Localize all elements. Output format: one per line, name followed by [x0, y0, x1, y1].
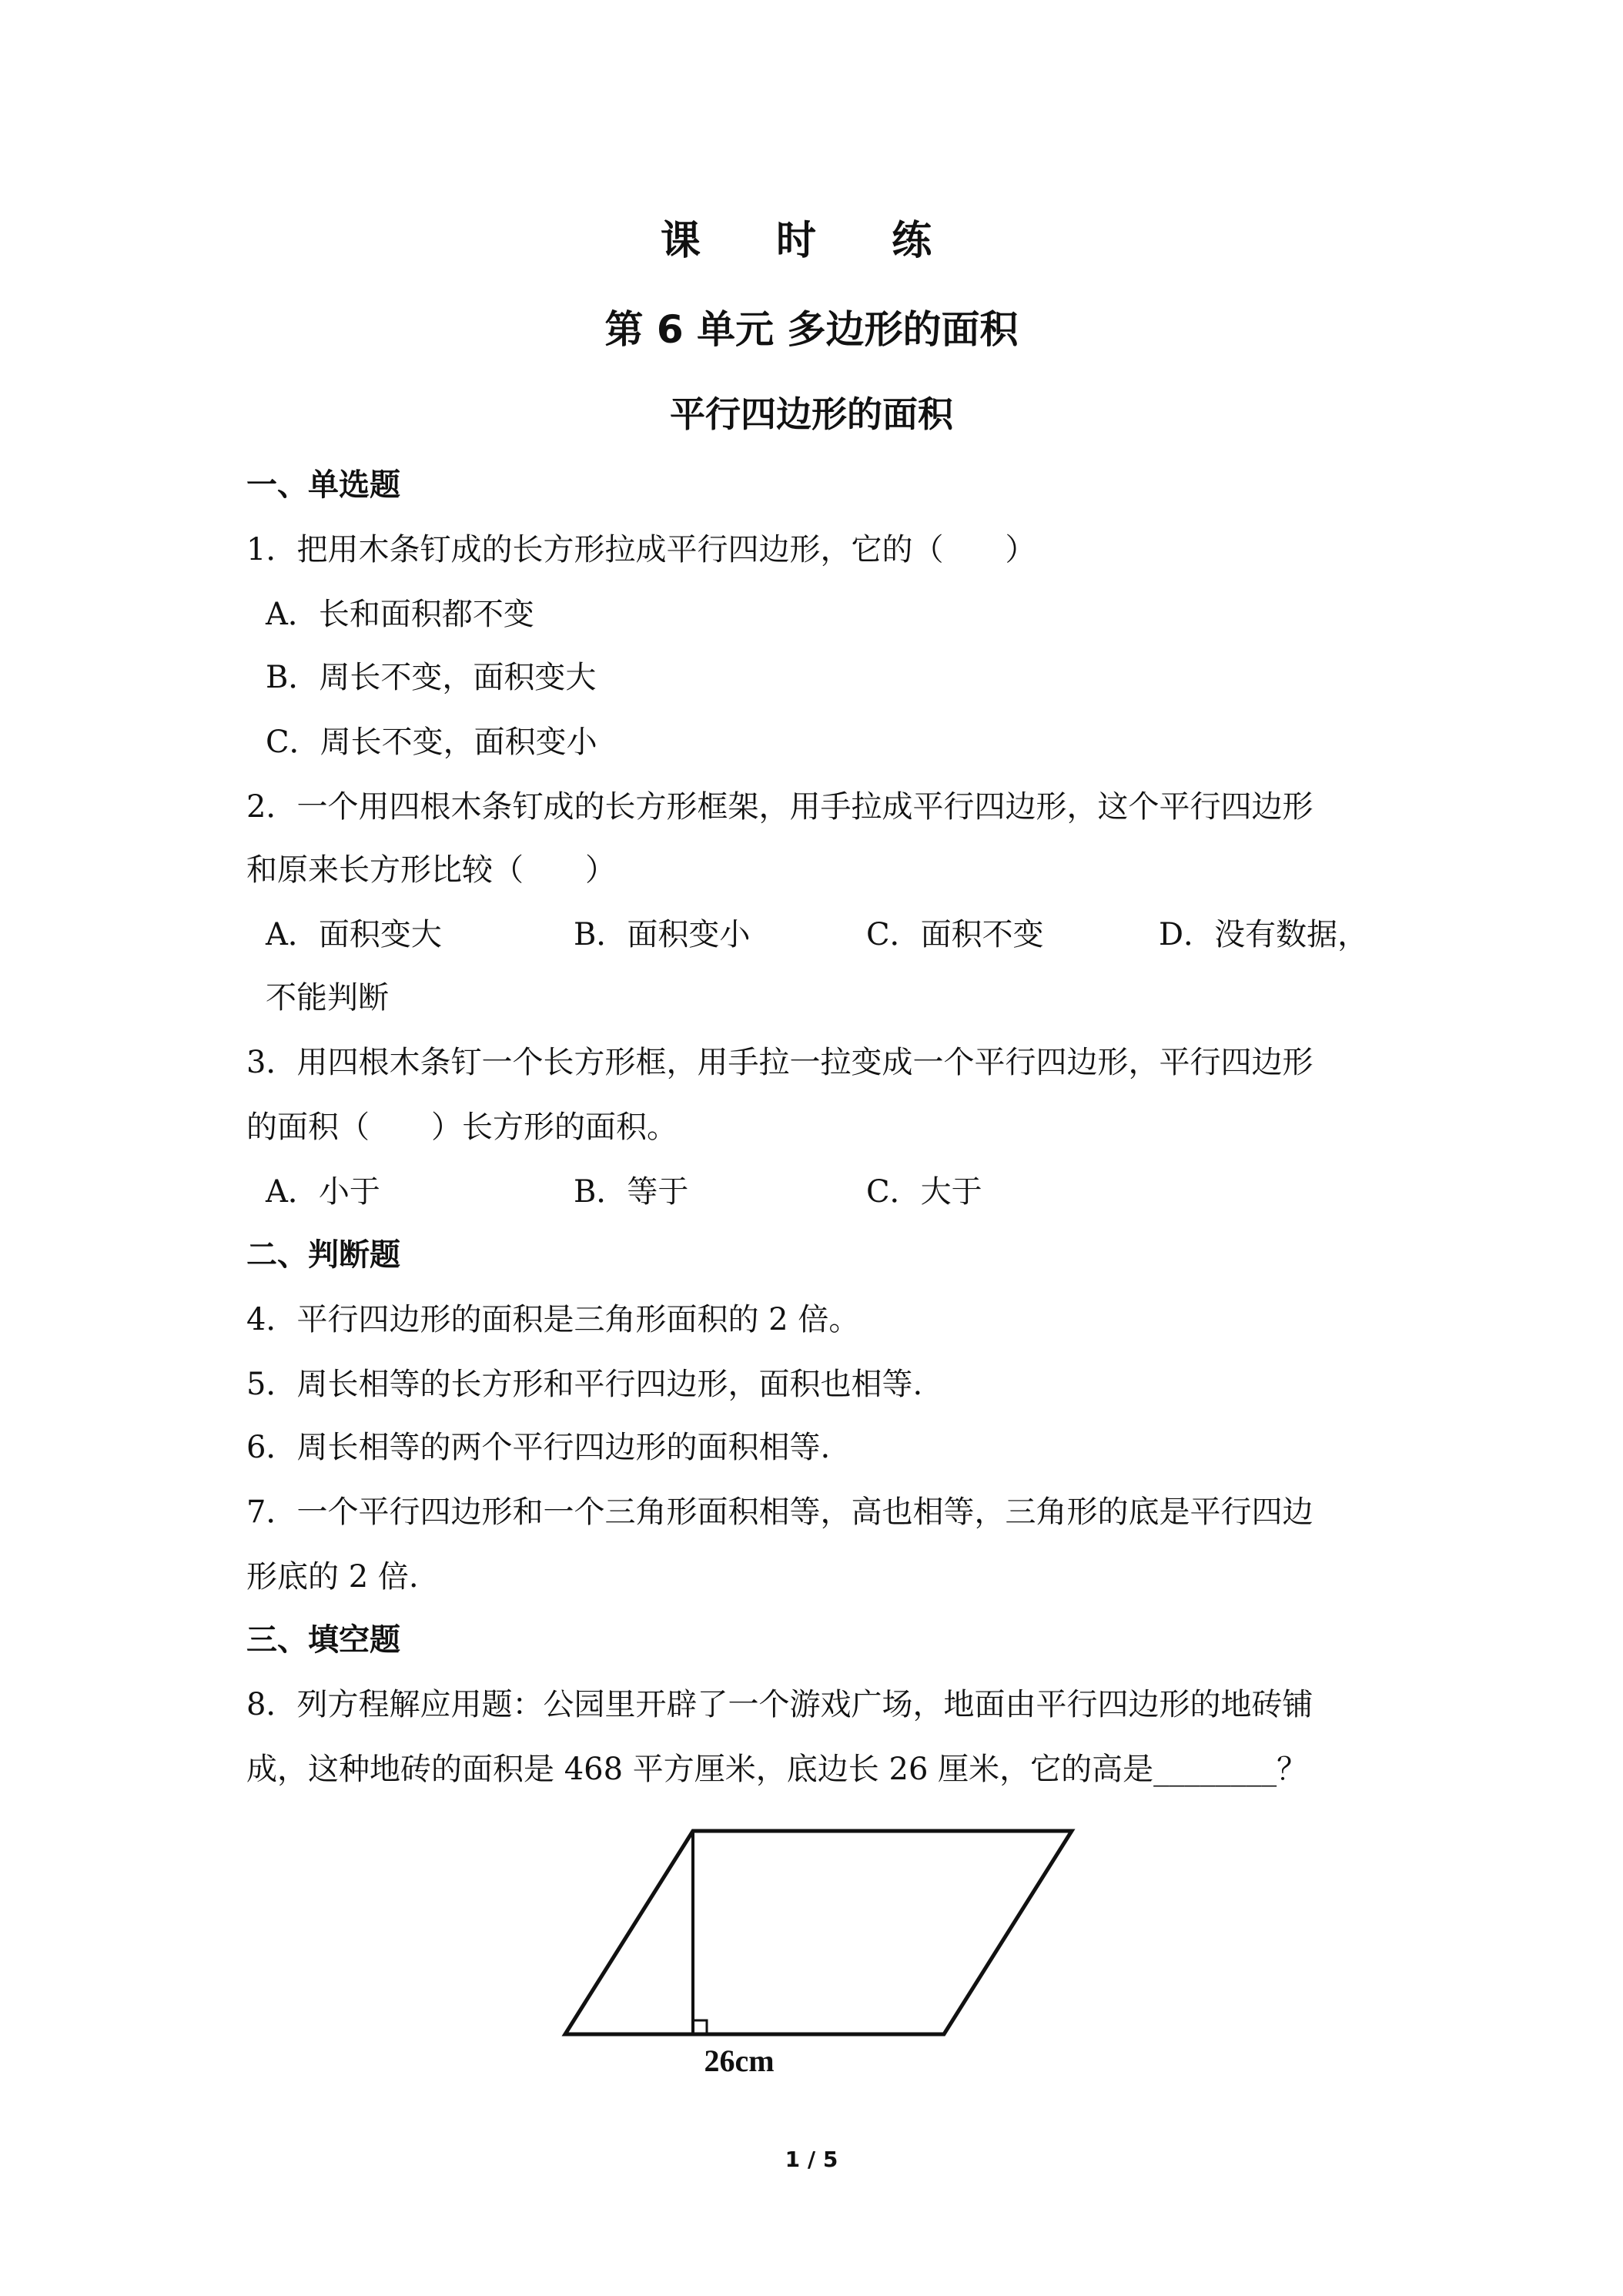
question-6: 6．周长相等的两个平行四边形的面积相等.: [246, 1430, 831, 1465]
question-3-option-a: A．小于: [266, 1174, 380, 1210]
section-heading-true-false: 二、判断题: [246, 1237, 400, 1273]
base-length-label: 26cm: [704, 2043, 775, 2078]
question-1-stem: 1．把用木条钉成的长方形拉成平行四边形，它的（ ）: [246, 532, 1036, 567]
lesson-title: 平行四边形的面积: [670, 393, 953, 435]
unit-title: 第 6 单元 多边形的面积: [604, 307, 1019, 352]
section-heading-fill-blank: 三、填空题: [246, 1622, 400, 1658]
question-2-option-a: A．面积变大: [266, 917, 442, 952]
parallelogram-diagram: [554, 1817, 1093, 2079]
question-2-option-c: C．面积不变: [866, 917, 1044, 952]
question-2-stem-line-1: 2．一个用四根木条钉成的长方形框架，用手拉成平行四边形，这个平行四边形: [246, 789, 1313, 825]
question-4: 4．平行四边形的面积是三角形面积的 2 倍。: [246, 1302, 860, 1337]
page-number: 1 / 5: [785, 2147, 838, 2172]
question-2-option-b: B．面积变小: [574, 917, 751, 952]
parallelogram-shape: [565, 1831, 1072, 2034]
question-3-stem-line-2: 的面积（ ）长方形的面积。: [246, 1110, 678, 1145]
question-3-option-c: C．大于: [866, 1174, 982, 1210]
question-3-option-b: B．等于: [574, 1174, 689, 1210]
question-5: 5．周长相等的长方形和平行四边形，面积也相等.: [246, 1367, 923, 1402]
question-7-line-2: 形底的 2 倍.: [246, 1559, 419, 1595]
question-8-line-1: 8．列方程解应用题：公园里开辟了一个游戏广场，地面由平行四边形的地砖铺: [246, 1687, 1313, 1722]
question-1-option-a: A．长和面积都不变: [266, 597, 534, 632]
parallelogram-figure: [554, 1817, 1093, 2082]
question-8-line-2: 成，这种地砖的面积是 468 平方厘米，底边长 26 厘米，它的高是________？: [246, 1752, 1308, 1787]
question-1-option-c: C．周长不变，面积变小: [266, 725, 597, 760]
question-1-option-b: B．周长不变，面积变大: [266, 660, 597, 695]
section-heading-single-choice: 一、单选题: [246, 467, 400, 503]
question-2-option-d: D．没有数据，: [1159, 917, 1369, 952]
worksheet-title: 课 时 练: [660, 218, 963, 264]
right-angle-marker: [693, 2020, 707, 2034]
question-7-line-1: 7．一个平行四边形和一个三角形面积相等，高也相等，三角形的底是平行四边: [246, 1494, 1313, 1530]
question-3-stem-line-1: 3．用四根木条钉一个长方形框，用手拉一拉变成一个平行四边形，平行四边形: [246, 1045, 1313, 1080]
question-2-stem-line-2: 和原来长方形比较（ ）: [246, 852, 616, 888]
question-2-option-d-continued: 不能判断: [266, 980, 389, 1016]
